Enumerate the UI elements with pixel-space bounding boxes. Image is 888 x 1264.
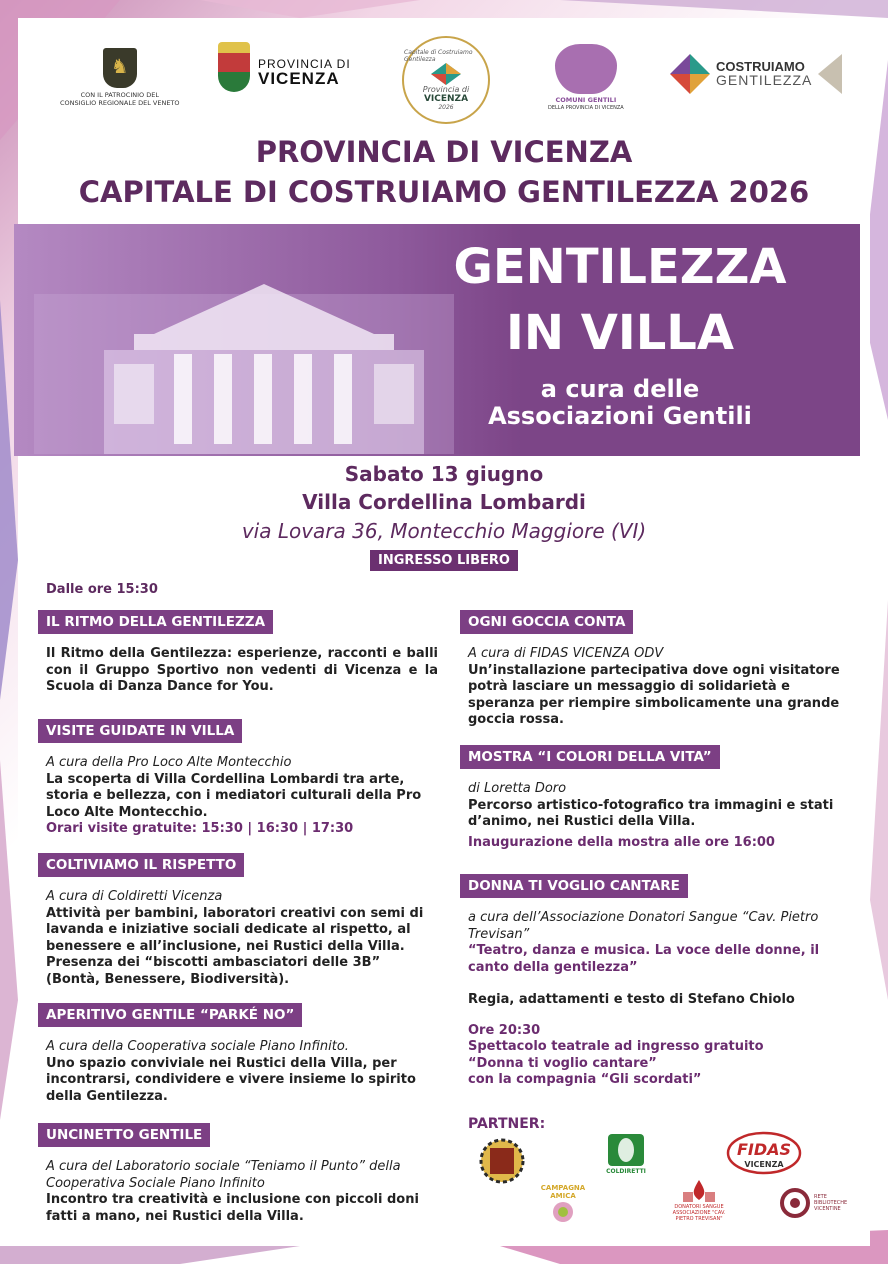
coldiretti-label: COLDIRETTI: [606, 1168, 646, 1175]
partner-coldiretti: [606, 1132, 646, 1175]
section-uncinetto: [38, 1123, 438, 1225]
partner-donatori: [664, 1178, 734, 1222]
event-venue: Villa Cordellina Lombardi: [302, 490, 586, 514]
donatori-icon: [679, 1178, 719, 1204]
cg-diamond-icon: [670, 54, 710, 94]
comuni-gentili-logo: [548, 44, 624, 111]
headline: [0, 132, 888, 212]
ingresso-badge: INGRESSO LIBERO: [370, 550, 518, 571]
section-text: Il Ritmo della Gentilezza: esperienze, racconti e balli con il Gruppo Sportivo non vedenti di Vicenza e la Scuola di Danza Dance for You.: [46, 646, 438, 694]
headline-line2: CAPITALE DI COSTRUIAMO GENTILEZZA 2026: [78, 175, 810, 209]
section-spett1: Spettacolo teatrale ad ingresso gratuito: [468, 1039, 764, 1054]
donatori-label: DONATORI SANGUE ASSOCIAZIONE "CAV. PIETRO TREVISAN": [672, 1204, 726, 1222]
consiglio-label: CON IL PATROCINIO DEL CONSIGLIO REGIONALE DEL VENETO: [60, 91, 180, 107]
partner-crest: [476, 1138, 528, 1184]
section-text: “Teatro, danza e musica. La voce delle donne, il canto della gentilezza”: [468, 943, 820, 975]
section-text: Attività per bambini, laboratori creativi con semi di lavanda e iniziative sociali dedicate al rispetto, al benessere e all’inclusione, nei Rustici della Villa. Presenza dei “biscotti ambasciatori delle 3B” (Bontà, Benessere, Biodiversità).: [46, 905, 424, 987]
partner-campagna-amica: [538, 1184, 588, 1224]
lion-crest-icon: [103, 48, 137, 88]
section-by: A cura di FIDAS VICENZA ODV: [468, 646, 664, 661]
villa-illustration: [34, 254, 464, 454]
cg-line1: COSTRUIAMO: [716, 58, 805, 74]
cg-line2: GENTILEZZA: [716, 72, 813, 89]
section-visite: [38, 719, 438, 838]
coldiretti-icon: [606, 1132, 646, 1168]
rete-label: RETE BIBLIOTECHE VICENTINE: [814, 1194, 848, 1212]
logo-row: [40, 38, 850, 128]
badge-year: 2026: [438, 104, 454, 111]
event-info: [0, 460, 888, 571]
section-title: COLTIVIAMO IL RISPETTO: [38, 853, 244, 877]
section-title: IL RITMO DELLA GENTILEZZA: [38, 610, 273, 634]
section-extra: Orari visite gratuite: 15:30 | 16:30 | 17:30: [46, 821, 354, 836]
section-text: Un’installazione partecipativa dove ogni visitatore potrà lasciare un messaggio di solidarietà e speranza per riempire simbolicamente una grande goccia rossa.: [468, 662, 840, 727]
section-spett2: “Donna ti voglio cantare”: [468, 1055, 657, 1071]
rete-icon: [780, 1188, 810, 1218]
fidas-label: FIDAS: [736, 1140, 792, 1159]
section-by: A cura della Pro Loco Alte Montecchio: [46, 755, 292, 770]
section-coltiviamo: [38, 853, 438, 988]
title-banner: [14, 224, 860, 456]
banner-title-line2: IN VILLA: [505, 305, 735, 361]
badge-line2: Provincia di: [422, 85, 470, 94]
partner-title: PARTNER:: [468, 1116, 546, 1132]
comuni-sub: DELLA PROVINCIA DI VICENZA: [548, 104, 624, 111]
diamond-icon: [431, 63, 461, 85]
provincia-line2: VICENZA: [258, 69, 340, 89]
section-spett3: con la compagnia “Gli scordati”: [468, 1072, 702, 1087]
provincia-logo: [218, 42, 351, 92]
section-regia: Regia, adattamenti e testo di Stefano Chiolo: [468, 992, 795, 1007]
partner-rete-biblioteche: [780, 1188, 860, 1218]
section-by: A cura di Coldiretti Vicenza: [46, 889, 223, 904]
section-ore: Ore 20:30: [468, 1022, 541, 1038]
gear-crest-icon: [476, 1138, 528, 1184]
section-donna: [460, 874, 860, 1089]
campagna-label: CAMPAGNA AMICA: [540, 1184, 586, 1200]
section-by: a cura dell’Associazione Donatori Sangue “Cav. Pietro Trevisan”: [468, 910, 819, 942]
capitale-badge: [402, 36, 490, 124]
start-time: Dalle ore 15:30: [46, 582, 158, 597]
banner-title-line1: GENTILEZZA: [453, 239, 787, 295]
provincia-line1: PROVINCIA DI: [258, 56, 351, 71]
section-title: APERITIVO GENTILE “PARKÉ NO”: [38, 1003, 302, 1027]
section-by: A cura della Cooperativa sociale Piano Infinito.: [46, 1039, 349, 1054]
section-aperitivo: [38, 1003, 438, 1105]
section-goccia: [460, 610, 860, 729]
vicenza-crest-icon: [218, 42, 250, 92]
section-text: Percorso artistico-fotografico tra immagini e stati d’animo, nei Rustici della Villa.: [468, 797, 834, 829]
comuni-label: COMUNI GENTILI: [555, 96, 617, 104]
arrow-icon: [818, 54, 842, 94]
banner-title: [440, 234, 800, 430]
fidas-sub: VICENZA: [744, 1160, 784, 1169]
costruiamo-gentilezza-logo: [670, 54, 842, 94]
banner-sub2: Associazioni Gentili: [488, 402, 752, 430]
section-title: DONNA TI VOGLIO CANTARE: [460, 874, 688, 898]
partner-fidas: [726, 1130, 802, 1176]
section-text: La scoperta di Villa Cordellina Lombardi tra arte, storia e bellezza, con i mediatori culturali della Pro Loco Alte Montecchio.: [46, 771, 422, 820]
section-by: A cura del Laboratorio sociale “Teniamo il Punto” della Cooperativa Sociale Piano Infinito: [46, 1159, 401, 1191]
section-title: MOSTRA “I COLORI DELLA VITA”: [460, 745, 720, 769]
banner-sub1: a cura delle: [540, 375, 700, 403]
event-date: Sabato 13 giugno: [344, 462, 544, 486]
flower-icon: [550, 1200, 576, 1224]
badge-line1: Capitale di Costruiamo Gentilezza: [404, 49, 473, 63]
section-mostra: [460, 745, 860, 851]
consiglio-logo: [60, 48, 180, 108]
badge-line3: VICENZA: [423, 94, 469, 104]
section-title: OGNI GOCCIA CONTA: [460, 610, 633, 634]
section-text: Uno spazio conviviale nei Rustici della Villa, per incontrarsi, condividere e vivere insieme lo spirito della Gentilezza.: [46, 1055, 416, 1104]
section-title: UNCINETTO GENTILE: [38, 1123, 210, 1147]
section-text: Incontro tra creatività e inclusione con piccoli doni fatti a mano, nei Rustici della Villa.: [46, 1192, 419, 1224]
section-title: VISITE GUIDATE IN VILLA: [38, 719, 242, 743]
section-extra: Inaugurazione della mostra alle ore 16:00: [468, 834, 775, 850]
section-by: di Loretta Doro: [468, 781, 567, 796]
headline-line1: PROVINCIA DI VICENZA: [255, 135, 633, 169]
heart-icon: [555, 44, 617, 94]
section-ritmo: [38, 610, 438, 696]
event-address: via Lovara 36, Montecchio Maggiore (VI): [241, 519, 647, 543]
